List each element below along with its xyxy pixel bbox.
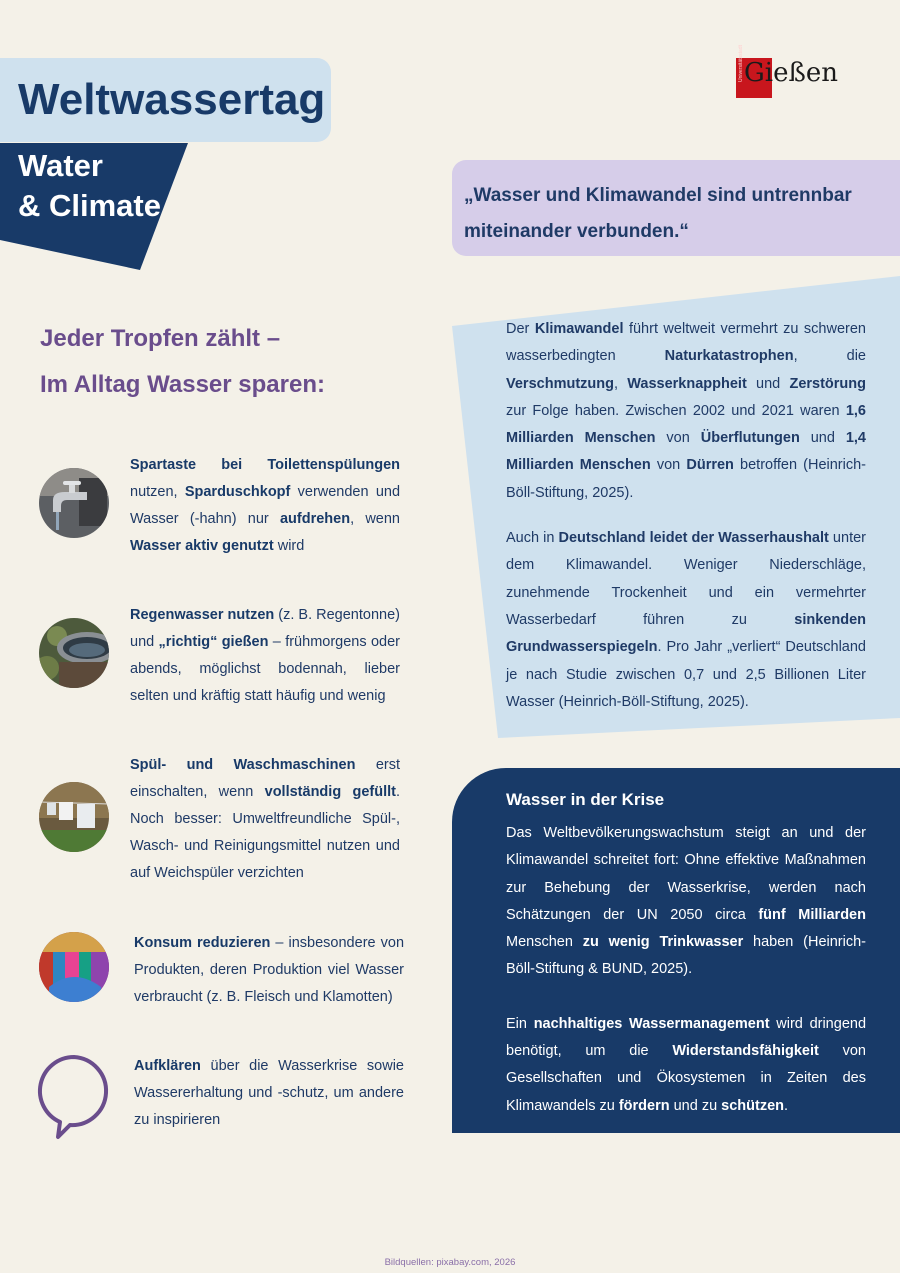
emphasis: Konsum reduzieren [134, 935, 271, 951]
logo-tag: Universitätsstadt [738, 45, 744, 82]
emphasis: sinkenden Grundwasserspiegeln [506, 611, 866, 656]
tip-text: Spartaste bei Toilettenspülungen nutzen, Sparduschkopf verwenden und Wasser (-hahn) nur aufdrehen, wenn Wasser aktiv genutzt wird [130, 457, 401, 554]
emphasis: Spartaste bei Toilettenspülungen [130, 457, 400, 473]
emphasis: Widerstandsfähigkeit [672, 1043, 819, 1060]
tip-text: Spül- und Waschmaschinen erst einschalten, wenn vollständig gefüllt. Noch besser: Umweltfreundliche Spül-, Wasch- und Reinigungsmittel nutzen und auf Weichspüler verzichten [130, 757, 400, 881]
image-credits: Bildquellen: pixabay.com, 2026 [384, 1257, 516, 1268]
emphasis: Wasser aktiv genutzt [130, 538, 274, 554]
emphasis: Naturkatastrophen [664, 348, 794, 365]
subtitle-line1: Water [18, 148, 103, 183]
subtitle-line2: & Climate [18, 188, 161, 223]
emphasis: Klimawandel [534, 321, 624, 337]
klima-paragraph: Auch in Deutschland leidet der Wasserhaushalt unter dem Klimawandel. Weniger Niederschläge, zunehmende Trockenheit und ein vermehrter Wasserbedarf führen zu sinkenden Grundwasserspiegeln. Pro Jahr „verliert“ Deutschland je nach Studie zwischen 0,7 und 2,5 Billionen Liter Wasser (Heinrich-Böll-Stiftung, 2025). [506, 530, 866, 710]
emphasis: Dürren [686, 457, 734, 474]
emphasis: Aufklären [134, 1058, 201, 1074]
quote: „Wasser und Klimawandel sind untrennbar miteinander verbunden.“ [464, 185, 852, 242]
emphasis: nachhaltiges Wassermanagement [533, 1015, 770, 1032]
tip-text: Konsum reduzieren – insbesondere von Produkten, deren Produktion viel Wasser verbraucht (z. B. Fleisch und Klamotten) [134, 935, 405, 1005]
emphasis: fünf Milliarden [758, 906, 866, 923]
klima-text [506, 316, 866, 734]
emphasis: 1,4 Milliarden Menschen [506, 430, 867, 474]
emphasis: zu wenig Trinkwasser [582, 934, 744, 951]
krise-paragraph: Das Weltbevölkerungswachstum steigt an und der Klimawandel schreitet fort: Ohne effektive Maßnahmen zur Behebung der Wasserkrise, werden nach Schätzungen der UN 2050 circa fünf Milliarden Menschen zu wenig Trinkwasser haben (Heinrich-Böll-Stiftung & BUND, 2025). [506, 825, 866, 978]
krise-text [506, 820, 866, 1147]
emphasis: Sparduschkopf [184, 484, 291, 500]
emphasis: Verschmutzung [506, 375, 614, 392]
emphasis: Zerstörung [789, 375, 866, 392]
emphasis: Deutschland leidet der Wasserhaushalt [558, 530, 829, 547]
tips-title-line2: Im Alltag Wasser sparen: [40, 371, 325, 398]
emphasis: 1,6 Milliarden Menschen [506, 402, 866, 447]
emphasis: fördern [618, 1097, 670, 1114]
emphasis: Spül- und Waschmaschinen [130, 757, 356, 773]
emphasis: Regenwasser nutzen [130, 607, 275, 623]
krise-title: Wasser in der Krise [506, 790, 665, 809]
emphasis: Überflutungen [700, 430, 800, 447]
krise-paragraph: Ein nachhaltiges Wassermanagement wird dringend benötigt, um die Widerstandsfähigkeit von Gesellschaften und Ökosystemen in Zeiten des Klimawandels zu fördern und zu schützen. [506, 1015, 867, 1114]
tip-text: Aufklären über die Wasserkrise sowie Wassererhaltung und -schutz, um andere zu inspirieren [134, 1058, 404, 1128]
tips-title-line1: Jeder Tropfen zählt – [40, 325, 281, 352]
logo-name: Gießen [744, 58, 838, 88]
emphasis: „richtig“ gießen [158, 634, 269, 650]
emphasis: Wasserknappheit [627, 375, 747, 392]
klima-paragraph: Der Klimawandel führt weltweit vermehrt zu schweren wasserbedingten Naturkatastrophen, die Verschmutzung, Wasserknappheit und Zerstörung zur Folge haben. Zwischen 2002 und 2021 waren 1,6 Milliarden Menschen von Überflutungen und 1,4 Milliarden Menschen von Dürren betroffen (Heinrich-Böll-Stiftung, 2025). [506, 321, 867, 501]
emphasis: schützen [721, 1097, 785, 1114]
emphasis: vollständig gefüllt [264, 784, 396, 800]
emphasis: aufdrehen [279, 511, 351, 527]
tip-text: Regenwasser nutzen (z. B. Regentonne) und „richtig“ gießen – frühmorgens oder abends, möglichst bodennah, lieber selten und kräftig statt häufig und wenig [130, 607, 400, 704]
page-title: Weltwassertag [18, 75, 326, 124]
